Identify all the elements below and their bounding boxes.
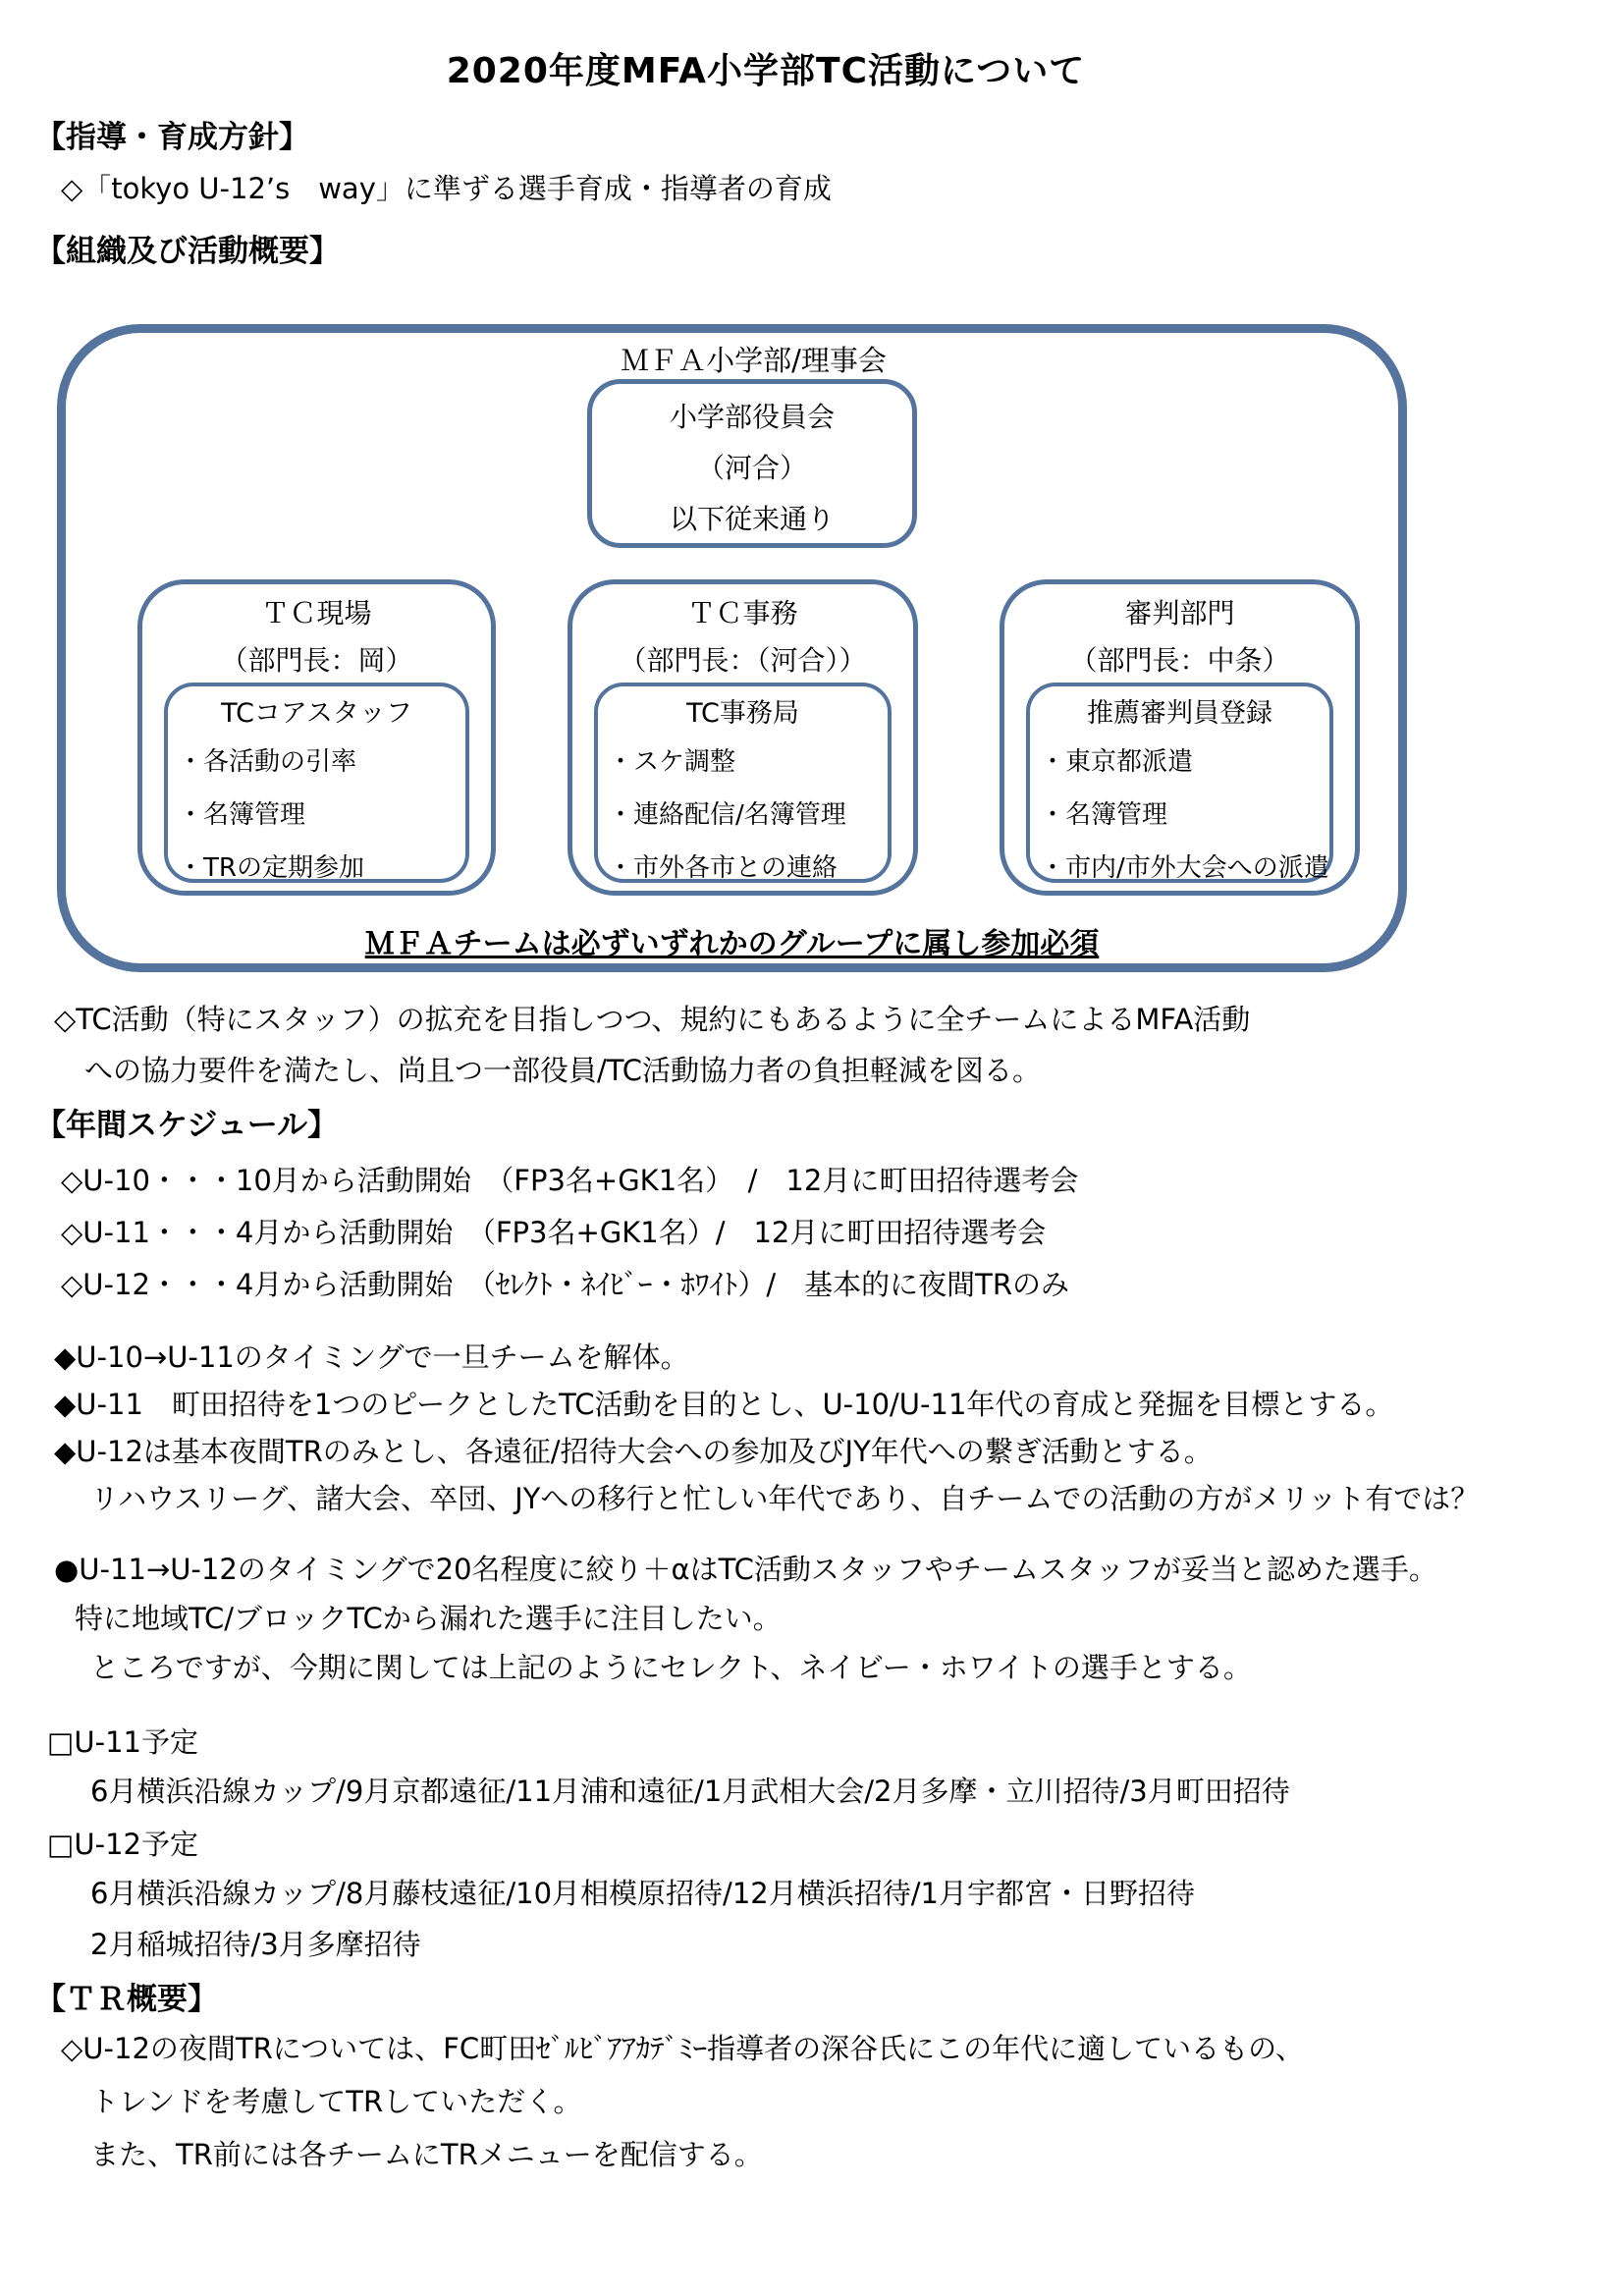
- group-tc-admin: [568, 579, 918, 896]
- section-heading-org: 【組織及び活動概要】: [35, 234, 340, 269]
- group-chief: （部門長：岡）: [220, 644, 413, 677]
- group-inner-title: TCコアスタッフ: [221, 698, 412, 729]
- group-referee: [1000, 579, 1360, 896]
- chart-footer-note: ＭＦＡチームは必ずいずれかのグループに属し参加必須: [364, 927, 1100, 961]
- board-box: [587, 379, 917, 548]
- group-tc-field: [137, 579, 496, 896]
- u12-plan-line-1: 6月横浜沿線カップ/8月藤枝遠征/10月相模原招待/12月横浜招待/1月宇都宮・日野招待: [90, 1877, 1195, 1910]
- board-line: 以下従来通り: [669, 503, 835, 535]
- chart-root-label: ＭＦＡ小学部/理事会: [621, 344, 887, 377]
- group-item: ・スケ調整: [608, 747, 736, 777]
- policy-line: ◇「tokyo U-12’s way」に準ずる選手育成・指導者の育成: [61, 172, 832, 205]
- group-item: ・名簿管理: [178, 800, 306, 830]
- group-title: ＴＣ事務: [687, 597, 798, 629]
- group-item: ・市外各市との連絡: [608, 853, 839, 883]
- group-item: ・市内/市外大会への派遣: [1040, 853, 1329, 883]
- org-chart: [57, 324, 1407, 972]
- schedule-line-u11: ◇U-11・・・4月から活動開始 （FP3名+GK1名）/ 12月に町田招待選考会: [61, 1216, 1047, 1249]
- group-inner-box: [594, 683, 892, 883]
- board-line: 小学部役員会: [669, 401, 835, 433]
- selection-note-1: ●U-11→U-12のタイミングで20名程度に絞り＋αはTC活動スタッフやチームスタッフが妥当と認めた選手。: [54, 1553, 1437, 1586]
- group-item: ・東京都派遣: [1040, 747, 1194, 777]
- selection-note-2: 特に地域TC/ブロックTCから漏れた選手に注目したい。: [75, 1602, 782, 1635]
- schedule-line-u10: ◇U-10・・・10月から活動開始 （FP3名+GK1名） / 12月に町田招待選考会: [61, 1164, 1079, 1197]
- schedule-line-u12: ◇U-12・・・4月から活動開始 （ｾﾚｸﾄ・ﾈｲﾋﾞｰ・ﾎﾜｲﾄ）/ 基本的に夜間TRのみ: [61, 1268, 1069, 1301]
- group-item: ・名簿管理: [1040, 800, 1168, 830]
- u12-plan-line-2: 2月稲城招待/3月多摩招待: [90, 1928, 421, 1961]
- note-u12-continuation: リハウスリーグ、諸大会、卒団、JYへの移行と忙しい年代であり、自チームでの活動の方がメリット有では？: [90, 1482, 1480, 1515]
- u11-plan-heading: □U-11予定: [47, 1725, 198, 1759]
- u12-plan-heading: □U-12予定: [47, 1828, 198, 1861]
- section-heading-tr: 【ＴＲ概要】: [35, 1982, 218, 2017]
- note-u12: ◆U-12は基本夜間TRのみとし、各遠征/招待大会への参加及びJY年代への繋ぎ活動とする。: [54, 1435, 1213, 1468]
- tr-line-2: トレンドを考慮してTRしていただく。: [90, 2085, 582, 2118]
- group-inner-title: 推薦審判員登録: [1087, 698, 1272, 729]
- group-inner-box: [164, 683, 469, 883]
- page-title: 2020年度MFA小学部TC活動について: [446, 51, 1086, 91]
- group-inner-box: [1026, 683, 1333, 883]
- group-chief: （部門長：中条）: [1069, 644, 1290, 677]
- selection-note-3: ところですが、今期に関しては上記のようにセレクト、ネイビー・ホワイトの選手とする。: [90, 1651, 1252, 1684]
- note-u11: ◆U-11 町田招待を1つのピークとしたTC活動を目的とし、U-10/U-11年代の育成と発掘を目標とする。: [54, 1388, 1394, 1421]
- org-note-line2: への協力要件を満たし、尚且つ一部役員/TC活動協力者の負担軽減を図る。: [84, 1054, 1042, 1087]
- group-item: ・連絡配信/名簿管理: [608, 800, 846, 830]
- group-title: 審判部門: [1124, 597, 1235, 629]
- board-line: （河合）: [696, 452, 807, 484]
- section-heading-schedule: 【年間スケジュール】: [35, 1108, 339, 1143]
- group-item: ・TRの定期参加: [178, 853, 364, 883]
- u11-plan-line: 6月横浜沿線カップ/9月京都遠征/11月浦和遠征/1月武相大会/2月多摩・立川招待/3月町田招待: [90, 1775, 1290, 1808]
- group-inner-title: TC事務局: [686, 698, 799, 729]
- group-title: ＴＣ現場: [261, 597, 372, 629]
- group-item: ・各活動の引率: [178, 747, 357, 777]
- section-heading-policy: 【指導・育成方針】: [35, 120, 309, 155]
- tr-line-3: また、TR前には各チームにTRメニューを配信する。: [90, 2138, 763, 2171]
- note-u10-u11: ◆U-10→U-11のタイミングで一旦チームを解体。: [54, 1340, 689, 1374]
- group-chief: （部門長：（河合））: [619, 644, 867, 677]
- tr-line-1: ◇U-12の夜間TRについては、FC町田ｾﾞﾙﾋﾞｱｱｶﾃﾞﾐｰ指導者の深谷氏にこの年代に適しているもの、: [61, 2032, 1304, 2065]
- org-note-line1: ◇TC活動（特にスタッフ）の拡充を目指しつつ、規約にもあるように全チームによるMFA活動: [54, 1003, 1251, 1036]
